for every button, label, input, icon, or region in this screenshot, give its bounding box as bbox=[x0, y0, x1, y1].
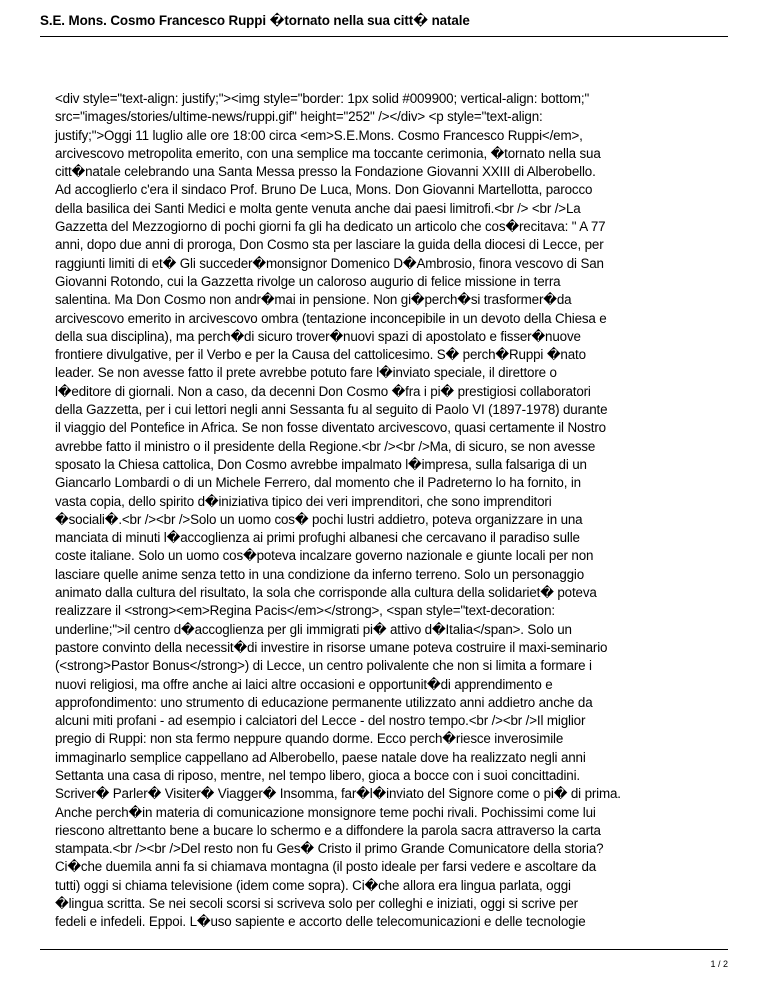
body-text-line: immaginarlo semplice cappellano ad Alberobello, paese natale dove ha realizzato negli anni bbox=[55, 749, 586, 765]
body-text-line: stampata.<br /><br />Del resto non fu Ges� Cristo il primo Grande Comunicatore della storia? bbox=[55, 841, 604, 857]
body-text-line: underline;">il centro d�accoglienza per gli immigrati pi� attivo d�Italia</span>. Solo un bbox=[55, 621, 572, 637]
article-body bbox=[55, 90, 723, 932]
body-text-line: avrebbe fatto il ministro o il presidente della Regione.<br /><br />Ma, di sicuro, se non avesse bbox=[55, 438, 596, 454]
body-text-line: justify;">Oggi 11 luglio alle ore 18:00 circa <em>S.E.Mons. Cosmo Francesco Ruppi</em>, bbox=[55, 127, 583, 143]
body-text-line: src="images/stories/ultime-news/ruppi.gif" height="252" /></div> <p style="text-align: bbox=[55, 109, 543, 125]
body-text-line: frontiere divulgative, per il Verbo e per la Causa del cattolicesimo. S� perch�Ruppi �nato bbox=[55, 347, 586, 363]
body-text-line: pregio di Ruppi: non sta fermo neppure quando dorme. Ecco perch�riesce inverosimile bbox=[55, 731, 564, 747]
body-text-line: Settanta una casa di riposo, mentre, nel tempo libero, gioca a bocce con i suoi concittadini. bbox=[55, 767, 580, 783]
body-text-line: lasciare quelle anime senza tetto in una condizione da inferno terreno. Solo un personaggio bbox=[55, 566, 585, 582]
body-text-line: Gazzetta del Mezzogiorno di pochi giorni fa gli ha dedicato un articolo che cos�recitava: " A 77 bbox=[55, 219, 606, 235]
body-text-line: Ad accoglierlo c'era il sindaco Prof. Bruno De Luca, Mons. Don Giovanni Martellotta, parocco bbox=[55, 182, 593, 198]
body-text-line: nuovi religiosi, ma offre anche ai laici altre occasioni e opportunit�di apprendimento e bbox=[55, 676, 553, 692]
body-text-line: �sociali�.<br /><br />Solo un uomo cos� pochi lustri addietro, poteva organizzare in una bbox=[55, 511, 583, 527]
body-text-line: coste italiane. Solo un uomo cos�poteva incalzare governo nazionale e giunte locali per non bbox=[55, 548, 594, 564]
body-text-line: arcivescovo metropolita emerito, con una semplice ma toccante cerimonia, �tornato nella sua bbox=[55, 145, 601, 161]
body-text-line: <div style="text-align: justify;"><img style="border: 1px solid #009900; vertical-align: bottom;" bbox=[55, 91, 590, 106]
body-text-line: arcivescovo emerito in arcivescovo ombra (tentazione inconcepibile in un devoto della Chiesa e bbox=[55, 310, 607, 326]
body-text-line: animato dalla cultura del risultato, la sola che corrisponde alla cultura della solidariet� poteva bbox=[55, 585, 597, 601]
footer-divider bbox=[40, 949, 728, 950]
body-text-line: il viaggio del Pontefice in Africa. Se non fosse diventato arcivescovo, quasi certamente il Nostro bbox=[55, 420, 606, 436]
body-text-line: della Gazzetta, per i cui lettori negli anni Sessanta fu al seguito di Paolo VI (1897-1978) durante bbox=[55, 402, 608, 418]
body-text-line: pastore convinto della necessit�di investire in risorse umane poteva costruire il maxi-seminario bbox=[55, 639, 608, 655]
body-text-line: della basilica dei Santi Medici e molta gente venuta anche dai paesi limitrofi.<br /> <br />La bbox=[55, 200, 581, 216]
body-text-line: anni, dopo due anni di proroga, Don Cosmo sta per lasciare la guida della diocesi di Lecce, per bbox=[55, 237, 604, 253]
body-text-line: tutti) oggi si chiama televisione (idem come sopra). Ci�che allora era lingua parlata, oggi bbox=[55, 877, 571, 893]
body-text-line: citt�natale celebrando una Santa Messa presso la Fondazione Giovanni XXIII di Alberobello. bbox=[55, 164, 596, 180]
body-text-line: Giancarlo Lombardi o di un Michele Ferrero, dal momento che il Padreterno lo ha fornito, in bbox=[55, 475, 581, 491]
body-text-line: (<strong>Pastor Bonus</strong>) di Lecce, un centro polivalente che non si limita a formare i bbox=[55, 658, 592, 674]
body-text-line: l�editore di giornali. Non a caso, da decenni Don Cosmo �fra i pi� prestigiosi collaboratori bbox=[55, 383, 591, 399]
body-text-line: salentina. Ma Don Cosmo non andr�mai in pensione. Non gi�perch�si trasformer�da bbox=[55, 292, 572, 308]
body-text-line: �lingua scritta. Se nei secoli scorsi si scriveva solo per colleghi e iniziati, oggi si scrive per bbox=[55, 896, 578, 912]
body-text-line: Scriver� Parler� Visiter� Viagger� Insomma, far�l�inviato del Signore come o pi� di prima. bbox=[55, 786, 621, 802]
body-text-line: manciata di minuti l�accoglienza ai primi profughi albanesi che cercavano il paradiso sulle bbox=[55, 530, 580, 546]
body-text-line: Giovanni Rotondo, cui la Gazzetta rivolge un caloroso augurio di felice missione in terra bbox=[55, 273, 561, 289]
body-text-line: alcuni miti profani - ad esempio i calciatori del Lecce - del nostro tempo.<br /><br />Il miglior bbox=[55, 713, 586, 729]
body-text-line: approfondimento: uno strumento di educazione permanente utilizzato anni addietro anche da bbox=[55, 694, 593, 710]
body-text-line: raggiunti limiti di et� Gli succeder�monsignor Domenico D�Ambrosio, finora vescovo di San bbox=[55, 255, 604, 271]
body-text-line: Anche perch�in materia di comunicazione monsignore teme pochi rivali. Pochissimi come lui bbox=[55, 804, 596, 820]
page-header bbox=[40, 12, 728, 30]
page-number: 1 / 2 bbox=[710, 959, 728, 969]
body-text-line: fedeli e infedeli. Eppoi. L�uso sapiente e accorto delle telecomunicazioni e delle tecnologie bbox=[55, 914, 586, 930]
body-text-line: vasta copia, dello spirito d�iniziativa tipico dei veri imprenditori, che sono imprenditori bbox=[55, 493, 552, 509]
body-text-line: realizzare il <strong><em>Regina Pacis</em></strong>, <span style="text-decoration: bbox=[55, 603, 555, 619]
body-text-line: della sua disciplina), ma perch�di sicuro trover�nuovi spazi di apostolato e fisser�nuove bbox=[55, 328, 581, 344]
body-text-line: sposato la Chiesa cattolica, Don Cosmo avrebbe impalmato l�impresa, sulla falsariga di un bbox=[55, 456, 587, 472]
body-text-line: riescono altrettanto bene a bucare lo schermo e a diffondere la parola sacra attraverso la carta bbox=[55, 822, 601, 838]
body-text-line: Ci�che duemila anni fa si chiamava montagna (il posto ideale per farsi vedere e ascoltare da bbox=[55, 859, 597, 875]
body-text-line: leader. Se non avesse fatto il prete avrebbe potuto fare l�inviato speciale, il direttore o bbox=[55, 365, 557, 381]
page-title: S.E. Mons. Cosmo Francesco Ruppi �tornato nella sua citt� natale bbox=[40, 13, 470, 28]
header-divider bbox=[40, 36, 728, 37]
